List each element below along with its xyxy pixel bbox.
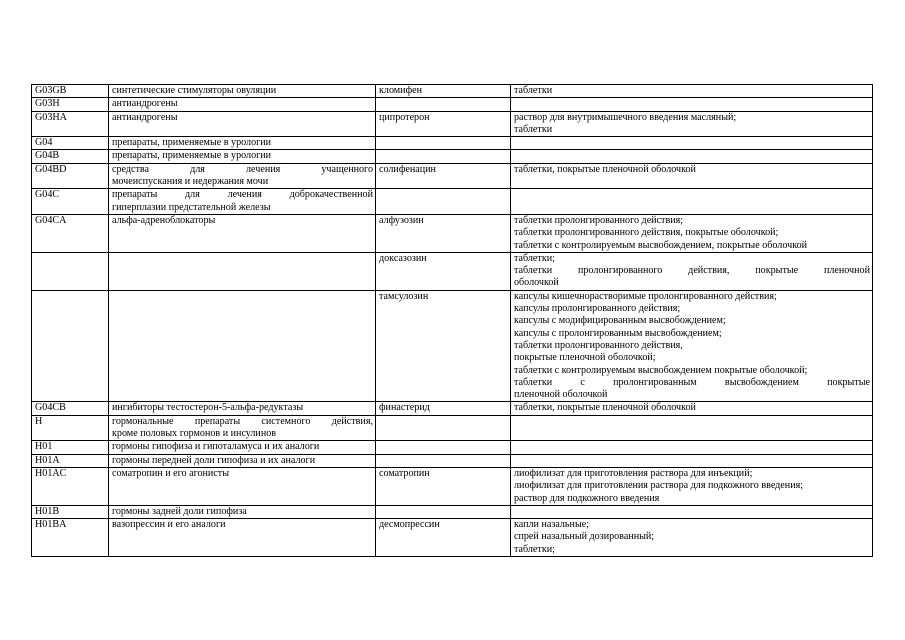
group-name-line: препараты, применяемые в урологии — [112, 137, 272, 149]
dosage-form-line: пленочной оболочкой — [514, 389, 608, 401]
atc-code-cell: H01 — [32, 441, 109, 454]
table-row — [32, 519, 873, 557]
table-row — [32, 98, 873, 111]
dosage-forms-cell — [511, 415, 873, 441]
group-name-line: гормоны задней доли гипофиза — [112, 505, 247, 517]
dosage-form-line: таблетки пролонгированного действия, покрытые оболочкой; — [514, 227, 779, 239]
group-name-cell — [109, 111, 376, 137]
group-name-line: кроме половых гормонов и инсулинов — [112, 428, 277, 440]
drug-name-cell — [376, 189, 511, 215]
drug-name-cell: ципротерон — [376, 111, 511, 137]
dosage-form-line: покрытые пленочной оболочкой; — [514, 352, 656, 364]
dosage-form-line: таблетки пролонгированного действия, — [514, 339, 683, 351]
drug-name-cell: финастерид — [376, 402, 511, 415]
table-row — [32, 111, 873, 137]
table-row — [32, 454, 873, 467]
dosage-forms-cell — [511, 111, 873, 137]
dosage-form-line: таблетки с контролируемым высвобождением, покрытые оболочкой — [514, 239, 808, 251]
dosage-form-line: таблетки, покрытые пленочной оболочкой — [514, 163, 696, 175]
dosage-form-line: лиофилизат для приготовления раствора для подкожного введения; — [514, 480, 804, 492]
dosage-form-line: спрей назальный дозированный; — [514, 531, 655, 543]
dosage-form-line: таблетки — [514, 85, 553, 96]
group-name-line: синтетические стимуляторы овуляции — [112, 85, 277, 96]
group-name-line: мочеиспускания и недержания мочи — [112, 176, 269, 188]
dosage-form-line: раствор для внутримышечного введения масляный; — [514, 111, 737, 123]
drug-name-cell — [376, 150, 511, 163]
dosage-forms-cell — [511, 163, 873, 189]
dosage-form-line: капсулы кишечнорастворимые пролонгированного действия; — [514, 290, 777, 302]
table-body — [32, 85, 873, 557]
dosage-forms-cell — [511, 505, 873, 518]
atc-code-cell: G04B — [32, 150, 109, 163]
dosage-form-line: таблетки пролонгированного действия; — [514, 214, 684, 226]
table-row — [32, 189, 873, 215]
atc-code-cell: H01BA — [32, 519, 109, 557]
drug-name-cell: солифенацин — [376, 163, 511, 189]
atc-code-cell: H01B — [32, 505, 109, 518]
atc-code-cell: H01AC — [32, 467, 109, 505]
dosage-forms-cell — [511, 441, 873, 454]
group-name-line: гормоны гипофиза и гипоталамуса и их аналоги — [112, 441, 320, 453]
dosage-forms-cell — [511, 189, 873, 215]
group-name-line: препараты для лечения доброкачественной — [112, 189, 373, 201]
table-row — [32, 415, 873, 441]
group-name-cell — [109, 214, 376, 252]
dosage-form-line: оболочкой — [514, 277, 559, 289]
group-name-cell — [109, 467, 376, 505]
table-row — [32, 467, 873, 505]
dosage-form-line: капсулы с модифицированным высвобождением; — [514, 315, 726, 327]
dosage-forms-cell — [511, 467, 873, 505]
dosage-forms-cell — [511, 454, 873, 467]
group-name-cell — [109, 189, 376, 215]
drug-name-cell: десмопрессин — [376, 519, 511, 557]
table-row — [32, 214, 873, 252]
group-name-cell — [109, 85, 376, 98]
group-name-line: препараты, применяемые в урологии — [112, 150, 272, 162]
group-name-line: гиперплазии предстательной железы — [112, 201, 271, 213]
group-name-line: антиандрогены — [112, 98, 178, 110]
dosage-form-line: таблетки; — [514, 252, 555, 264]
group-name-cell — [109, 137, 376, 150]
group-name-cell — [109, 402, 376, 415]
table-row — [32, 441, 873, 454]
drug-name-cell: соматропин — [376, 467, 511, 505]
atc-code-cell: G04CB — [32, 402, 109, 415]
dosage-form-line: таблетки с контролируемым высвобождением покрытые оболочкой; — [514, 364, 808, 376]
dosage-form-line: таблетки; — [514, 543, 555, 555]
group-name-cell — [109, 290, 376, 402]
dosage-forms-cell — [511, 519, 873, 557]
drug-name-cell — [376, 98, 511, 111]
group-name-line: гормоны передней доли гипофиза и их аналоги — [112, 454, 316, 466]
drug-name-cell — [376, 415, 511, 441]
group-name-cell — [109, 519, 376, 557]
dosage-form-line: капли назальные; — [514, 519, 590, 531]
table-row — [32, 290, 873, 402]
group-name-line: гормональные препараты системного действия, — [112, 415, 373, 427]
table-row — [32, 85, 873, 98]
dosage-form-line: капсулы пролонгированного действия; — [514, 303, 681, 315]
atc-code-cell: G03HA — [32, 111, 109, 137]
dosage-form-line: таблетки, покрытые пленочной оболочкой — [514, 402, 696, 414]
drug-name-cell: тамсулозин — [376, 290, 511, 402]
atc-code-cell: G04C — [32, 189, 109, 215]
atc-code-cell — [32, 290, 109, 402]
drug-name-cell — [376, 441, 511, 454]
group-name-cell — [109, 252, 376, 290]
dosage-forms-cell — [511, 402, 873, 415]
table-row — [32, 505, 873, 518]
dosage-form-line: капсулы с пролонгированным высвобождением; — [514, 327, 722, 339]
group-name-line: альфа-адреноблокаторы — [112, 214, 216, 226]
dosage-form-line: таблетки пролонгированного действия, покрытые пленочной — [514, 265, 870, 277]
table-row — [32, 150, 873, 163]
dosage-forms-cell — [511, 137, 873, 150]
table-row — [32, 137, 873, 150]
drug-name-cell — [376, 137, 511, 150]
atc-code-cell: H01A — [32, 454, 109, 467]
drug-name-cell: алфузозин — [376, 214, 511, 252]
group-name-line: антиандрогены — [112, 111, 178, 123]
drug-list-table — [31, 84, 873, 557]
drug-name-cell: доксазозин — [376, 252, 511, 290]
group-name-line: вазопрессин и его аналоги — [112, 519, 226, 531]
dosage-forms-cell — [511, 85, 873, 98]
group-name-cell — [109, 163, 376, 189]
group-name-cell — [109, 454, 376, 467]
dosage-forms-cell — [511, 150, 873, 163]
group-name-line: соматропин и его агонисты — [112, 467, 229, 479]
atc-code-cell: G04BD — [32, 163, 109, 189]
group-name-cell — [109, 505, 376, 518]
drug-name-cell: кломифен — [376, 85, 511, 98]
group-name-line: ингибиторы тестостерон-5-альфа-редуктазы — [112, 402, 304, 414]
dosage-form-line: таблетки с пролонгированным высвобождением покрытые — [514, 376, 870, 388]
dosage-form-line: таблетки — [514, 123, 553, 135]
group-name-cell — [109, 150, 376, 163]
group-name-cell — [109, 98, 376, 111]
table-row — [32, 402, 873, 415]
group-name-line: средства для лечения учащенного — [112, 163, 373, 175]
dosage-forms-cell — [511, 290, 873, 402]
atc-code-cell: H — [32, 415, 109, 441]
group-name-cell — [109, 415, 376, 441]
drug-name-cell — [376, 454, 511, 467]
dosage-form-line: раствор для подкожного введения — [514, 492, 660, 504]
table-row — [32, 163, 873, 189]
dosage-forms-cell — [511, 252, 873, 290]
drug-name-cell — [376, 505, 511, 518]
atc-code-cell: G03GB — [32, 85, 109, 98]
dosage-forms-cell — [511, 98, 873, 111]
atc-code-cell: G03H — [32, 98, 109, 111]
dosage-form-line: лиофилизат для приготовления раствора для инъекций; — [514, 467, 753, 479]
dosage-forms-cell — [511, 214, 873, 252]
group-name-cell — [109, 441, 376, 454]
atc-code-cell: G04 — [32, 137, 109, 150]
atc-code-cell — [32, 252, 109, 290]
atc-code-cell: G04CA — [32, 214, 109, 252]
table-row — [32, 252, 873, 290]
